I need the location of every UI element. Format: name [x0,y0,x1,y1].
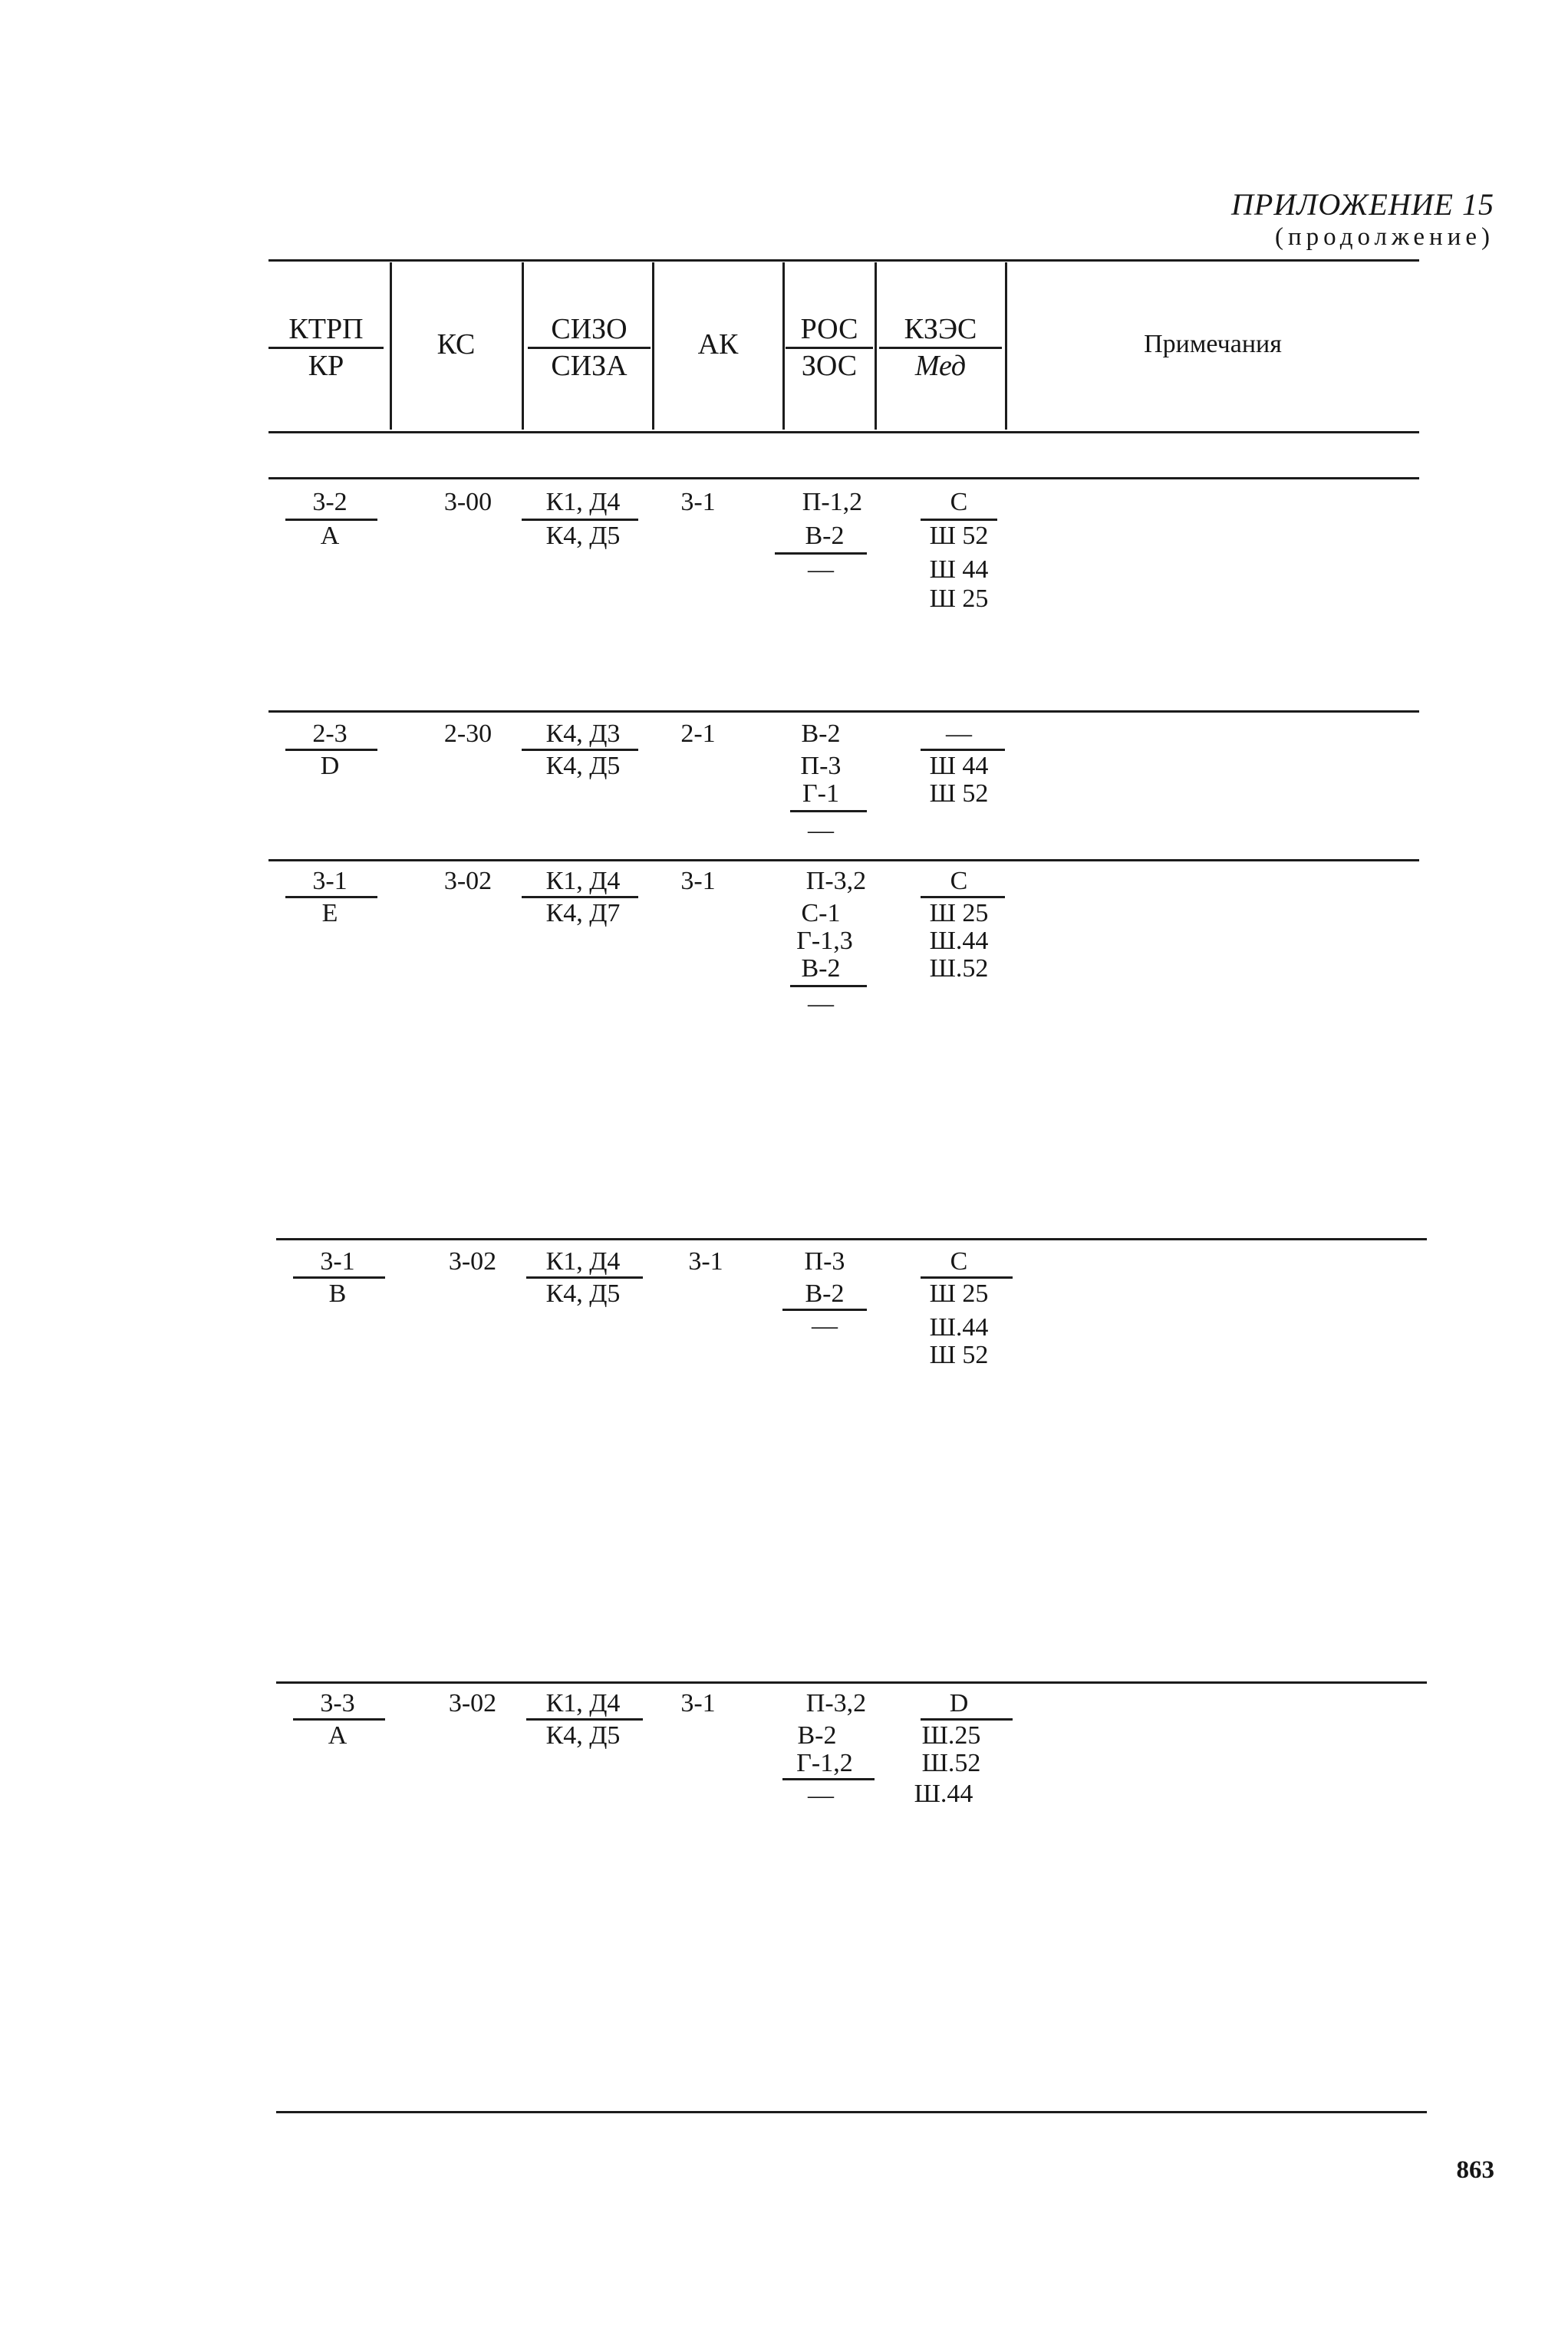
cell-med: Ш 52 [929,1341,989,1369]
cell-ktrp: 2-3 [312,720,348,748]
cell-ks: 3-00 [443,488,492,516]
cell-ros: В-2 [797,1721,837,1750]
cell-sizo: К4, Д3 [545,720,621,748]
table-bottom-rule [276,2111,1427,2113]
cell-siza: К4, Д5 [545,522,621,550]
column-header-med: Мед [914,350,967,382]
cell-ros: П-3 [800,752,842,780]
column-divider [652,262,654,430]
cell-ros: В-2 [801,720,841,748]
cell-siza: К4, Д5 [545,1279,621,1308]
cell-sizo: К1, Д4 [545,1247,621,1276]
column-divider [782,262,785,430]
fraction-bar [782,1309,867,1311]
fraction-bar [522,896,638,898]
cell-kr: D [320,752,340,780]
fraction-bar [921,1276,1013,1279]
cell-med: Ш 25 [929,899,989,927]
column-divider [1005,262,1007,430]
fraction-bar [921,749,1005,751]
row-separator [276,1681,1427,1684]
cell-zos: — [812,1312,838,1340]
cell-ktrp: 3-3 [320,1689,355,1717]
fraction-bar [790,810,867,812]
cell-zos: — [808,990,834,1018]
fraction-bar [526,1276,643,1279]
fraction-bar [293,1718,385,1721]
row-separator [268,859,1419,861]
cell-kr: А [320,522,340,550]
cell-ktrp: 3-2 [312,488,348,516]
cell-med: Ш.44 [914,1780,973,1808]
column-header-ks: КС [436,328,476,361]
row-separator [276,1238,1427,1240]
cell-siza: К4, Д5 [545,1721,621,1750]
cell-ak: 3-1 [680,1689,716,1717]
cell-med: Ш.44 [929,927,989,955]
appendix-title: ПРИЛОЖЕНИЕ 15 [1231,187,1494,222]
cell-ros: П-3 [804,1247,845,1276]
cell-ros: П-1,2 [802,488,863,516]
cell-ks: 3-02 [448,1689,497,1717]
cell-ks: 2-30 [443,720,492,748]
cell-med: Ш.25 [921,1721,981,1750]
cell-ros: Г-1,2 [796,1749,853,1777]
cell-med: Ш 25 [929,1279,989,1308]
fraction-bar [921,1718,1013,1721]
cell-ros: Г-1,3 [796,927,853,955]
cell-kr: А [328,1721,348,1750]
cell-ros: Г-1 [802,779,839,808]
cell-ak: 3-1 [680,488,716,516]
cell-ros: П-3,2 [805,867,867,895]
fraction-bar [268,347,384,349]
fraction-bar [528,347,651,349]
cell-ros: В-2 [801,954,841,983]
cell-kzes: С [950,488,968,516]
cell-med: Ш.44 [929,1313,989,1342]
column-header-kzes: КЗЭС [904,313,977,345]
fraction-bar [921,519,997,521]
cell-med: Ш 52 [929,779,989,808]
appendix-subtitle: (продолжение) [1275,223,1494,251]
cell-kzes: D [949,1689,969,1717]
cell-med: Ш.52 [921,1749,981,1777]
fraction-bar [921,896,1005,898]
column-divider [390,262,392,430]
cell-ros: В-2 [805,522,845,550]
cell-ak: 3-1 [688,1247,723,1276]
cell-kr: Е [321,899,338,927]
fraction-bar [786,347,873,349]
row-separator [268,477,1419,479]
fraction-bar [879,347,1002,349]
cell-kr: В [328,1279,347,1308]
column-header-zos: ЗОС [801,350,858,382]
cell-ktrp: 3-1 [320,1247,355,1276]
cell-ktrp: 3-1 [312,867,348,895]
column-header-sizo: СИЗО [551,313,628,345]
cell-ak: 2-1 [680,720,716,748]
column-header-ak: АК [697,328,739,361]
cell-sizo: К1, Д4 [545,488,621,516]
column-divider [522,262,524,430]
fraction-bar [285,519,377,521]
cell-ak: 3-1 [680,867,716,895]
column-header-siza: СИЗА [551,350,628,382]
page-number: 863 [1456,2156,1494,2184]
table-header-bottom-rule [268,431,1419,433]
cell-med: Ш 44 [929,555,989,584]
fraction-bar [293,1276,385,1279]
column-divider [875,262,877,430]
cell-ros: П-3,2 [805,1689,867,1717]
fraction-bar [790,985,867,987]
fraction-bar [782,1778,875,1780]
cell-ros: С-1 [801,899,841,927]
cell-zos: — [808,816,834,845]
cell-siza: К4, Д5 [545,752,621,780]
fraction-bar [285,896,377,898]
cell-med: Ш 25 [929,585,989,613]
cell-kzes: — [946,720,972,748]
cell-ks: 3-02 [443,867,492,895]
cell-sizo: К1, Д4 [545,867,621,895]
column-header-ktrp: КТРП [288,313,364,345]
fraction-bar [526,1718,643,1721]
cell-siza: К4, Д7 [545,899,621,927]
table-top-rule [268,259,1419,262]
cell-ros: В-2 [805,1279,845,1308]
cell-sizo: К1, Д4 [545,1689,621,1717]
column-header-kr: КР [308,350,344,382]
cell-med: Ш.52 [929,954,989,983]
cell-kzes: С [950,867,968,895]
fraction-bar [522,749,638,751]
fraction-bar [285,749,377,751]
fraction-bar [522,519,638,521]
cell-zos: — [808,555,834,584]
column-header-notes: Примечания [1144,330,1282,358]
cell-med: Ш 52 [929,522,989,550]
fraction-bar [775,552,867,555]
column-header-ros: РОС [800,313,858,345]
row-separator [268,710,1419,713]
cell-zos: — [808,1781,834,1810]
cell-ks: 3-02 [448,1247,497,1276]
cell-med: Ш 44 [929,752,989,780]
cell-kzes: С [950,1247,968,1276]
